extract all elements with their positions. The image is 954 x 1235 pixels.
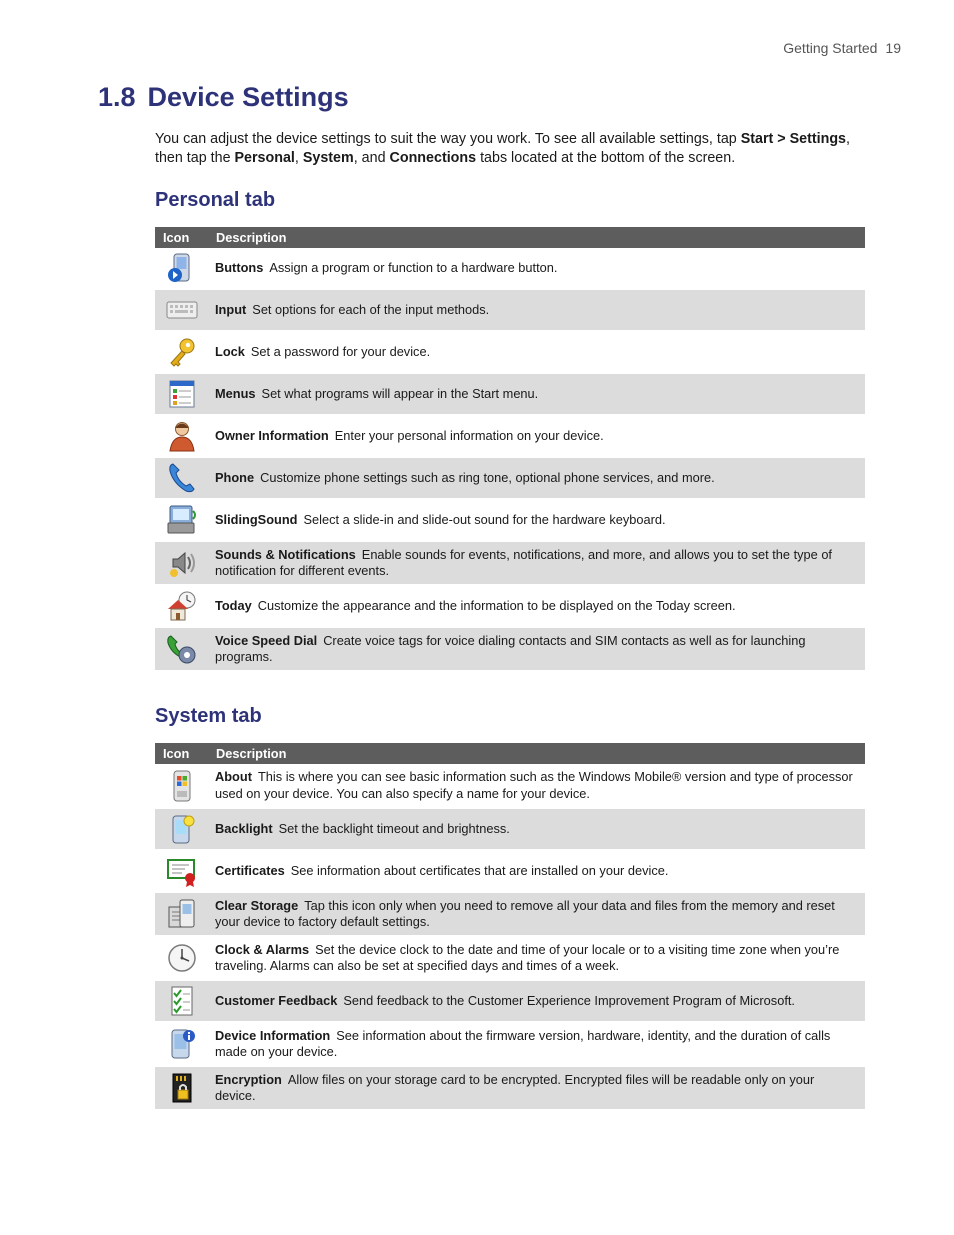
description-cell [208,331,865,373]
voice-dial-icon [165,632,199,666]
description-cell [208,585,865,627]
setting-description: Customize the appearance and the information to be displayed on the Today screen. [257,597,736,613]
intro-text: , then tap the [155,131,850,166]
speaker-icon [165,546,199,580]
table-row [155,248,865,289]
setting-name: Clock & Alarms [215,941,310,957]
description-cell [208,499,865,541]
setting-name: Owner Information [215,427,329,443]
certificate-icon [165,854,199,888]
table-row [155,980,865,1022]
setting-name: Buttons [215,259,264,275]
intro-text: , [294,150,303,166]
clock-icon [165,941,199,975]
description-cell [208,892,865,936]
icon-cell [155,289,208,331]
setting-description: Set what programs will appear in the Start menu. [261,385,539,401]
description-cell [208,457,865,499]
intro-bold-system: System [302,150,354,166]
icon-cell [155,850,208,892]
buttons-icon [165,251,199,285]
table-row [155,289,865,331]
setting-name: Sounds & Notifications [215,546,356,562]
setting-description: Enable sounds for events, notifications, and more, and allows you to set the type of notification for different events. [215,546,832,578]
icon-cell [155,764,208,808]
setting-name: Menus [215,385,256,401]
checklist-icon [165,984,199,1018]
icon-cell [155,936,208,980]
phone-icon [165,461,199,495]
table-row [155,373,865,415]
table-row [155,627,865,671]
setting-name: Input [215,301,247,317]
icon-column-header: Icon [155,743,208,764]
setting-description: Set options for each of the input methods. [252,301,490,317]
table-row [155,808,865,850]
setting-name: Clear Storage [215,897,299,913]
setting-description: Allow files on your storage card to be encrypted. Encrypted files will be readable only on your device. [215,1071,815,1103]
icon-cell [155,541,208,585]
description-cell [208,541,865,585]
intro-paragraph [155,130,865,168]
description-column-header: Description [208,227,865,248]
icon-cell [155,627,208,671]
setting-description: Set a password for your device. [250,343,431,359]
page-title [98,82,349,113]
description-cell [208,373,865,415]
setting-name: Device Information [215,1027,331,1043]
personal-tab-heading: Personal tab [155,189,276,211]
personal-settings-table [155,227,865,672]
home-clock-icon [165,589,199,623]
setting-name: Certificates [215,862,285,878]
setting-name: Lock [215,343,245,359]
description-cell [208,415,865,457]
icon-cell [155,892,208,936]
intro-bold-personal: Personal [234,150,295,166]
table-row [155,585,865,627]
section-number: 1.8 [98,82,136,112]
table-row [155,936,865,980]
icon-cell [155,248,208,289]
icon-cell [155,1066,208,1110]
intro-text: tabs located at the bottom of the screen. [476,150,736,166]
sliding-sound-icon [165,503,199,537]
setting-description: Enter your personal information on your device. [334,427,604,443]
description-cell [208,764,865,808]
description-cell [208,1066,865,1110]
description-cell [208,808,865,850]
setting-description: Set the backlight timeout and brightness. [278,820,510,836]
icon-cell [155,415,208,457]
page-number: 19 [885,40,901,56]
setting-description: Send feedback to the Customer Experience Improvement Program of Microsoft. [343,992,795,1008]
table-row [155,457,865,499]
menus-icon [165,377,199,411]
setting-description: This is where you can see basic information such as the Windows Mobile® version and type of processor used on your device. You can also specify a name for your device. [215,769,853,801]
device-info-icon [165,1027,199,1061]
setting-description: Select a slide-in and slide-out sound for the hardware keyboard. [303,511,666,527]
icon-cell [155,808,208,850]
section-title-text: Device Settings [147,82,349,112]
description-column-header: Description [208,743,865,764]
setting-description: Assign a program or function to a hardware button. [269,259,558,275]
icon-cell [155,331,208,373]
setting-name: Voice Speed Dial [215,632,318,648]
description-cell [208,289,865,331]
setting-description: Tap this icon only when you need to remove all your data and files from the memory and reset your device to factory default settings. [215,897,835,929]
keyboard-icon [165,293,199,327]
table-row [155,331,865,373]
setting-name: SlidingSound [215,511,298,527]
description-cell [208,936,865,980]
setting-description: Set the device clock to the date and time of your locale or to a visiting time zone when you’re traveling. Alarms can also be set at specified days and times of a week. [215,941,840,973]
running-header-section: Getting Started [783,40,878,56]
intro-text: You can adjust the device settings to suit the way you work. To see all available settings, tap [155,131,741,147]
setting-name: About [215,769,252,784]
icon-cell [155,585,208,627]
running-header [783,40,901,56]
system-settings-table [155,743,865,1111]
windows-device-icon [165,769,199,803]
intro-text: , and [353,150,390,166]
table-row [155,415,865,457]
setting-name: Backlight [215,820,273,836]
setting-description: See information about certificates that are installed on your device. [290,862,669,878]
setting-description: Create voice tags for voice dialing contacts and SIM contacts as well as for launching programs. [215,632,806,664]
icon-cell [155,980,208,1022]
clear-storage-icon [165,897,199,931]
setting-description: See information about the firmware version, hardware, identity, and the duration of calls made on your device. [215,1027,831,1059]
icon-cell [155,499,208,541]
intro-bold-start-settings: Start > Settings [740,131,846,147]
description-cell [208,627,865,671]
table-row [155,850,865,892]
table-row [155,499,865,541]
backlight-icon [165,812,199,846]
table-row [155,892,865,936]
system-tab-heading: System tab [155,705,262,727]
table-row [155,1022,865,1066]
person-icon [165,419,199,453]
description-cell [208,1022,865,1066]
icon-cell [155,373,208,415]
table-header-row [155,227,865,248]
setting-description: Customize phone settings such as ring tone, optional phone services, and more. [260,469,715,485]
table-row [155,1066,865,1110]
icon-cell [155,457,208,499]
key-icon [165,335,199,369]
setting-name: Encryption [215,1071,282,1087]
setting-name: Phone [215,469,255,485]
table-row [155,541,865,585]
icon-column-header: Icon [155,227,208,248]
description-cell [208,850,865,892]
encryption-icon [165,1071,199,1105]
table-header-row [155,743,865,764]
icon-cell [155,1022,208,1066]
setting-name: Customer Feedback [215,992,338,1008]
table-row [155,764,865,808]
intro-bold-connections: Connections [389,150,477,166]
description-cell [208,980,865,1022]
description-cell [208,248,865,289]
setting-name: Today [215,597,252,613]
